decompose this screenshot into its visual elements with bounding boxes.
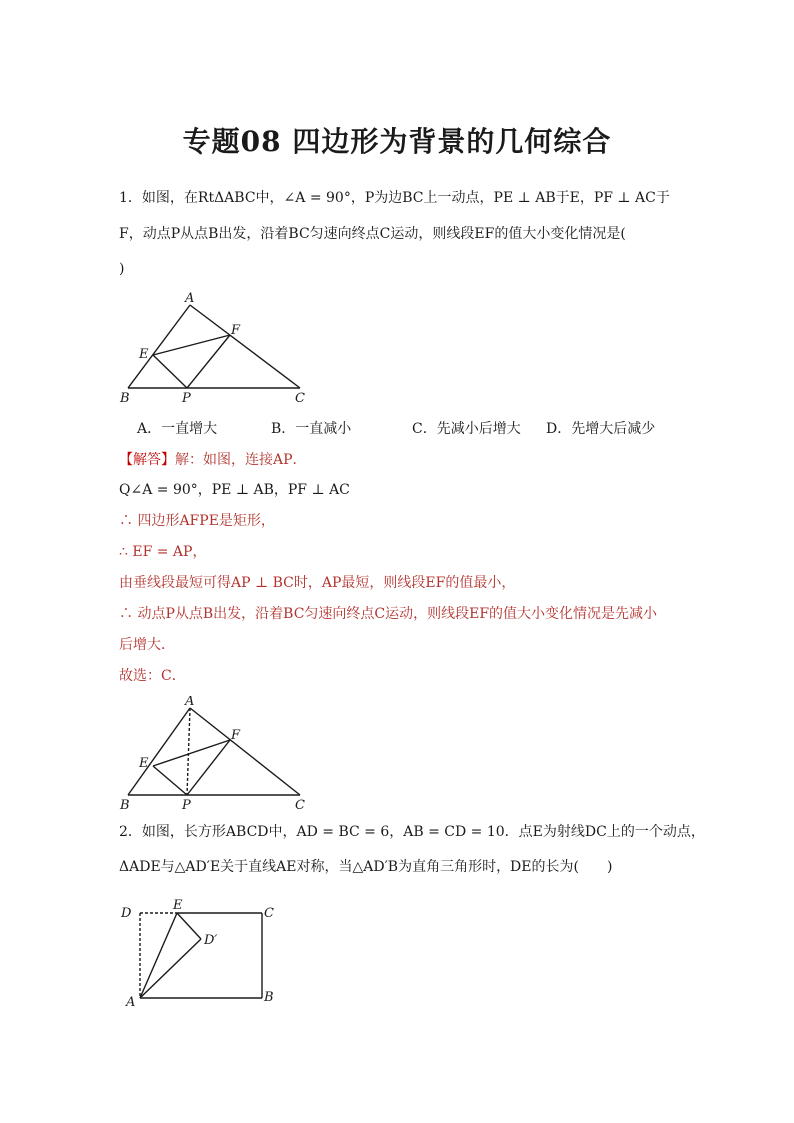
q1-step-4: 由垂线段最短可得AP ⊥ BC时，AP最短，则线段EF的值最小，	[119, 575, 516, 591]
q1-step-3: ∴ EF = AP，	[119, 544, 207, 560]
q2-label-D: D	[121, 906, 132, 921]
q1-text-line2: F，动点P从点B出发，沿着BC匀速向终点C运动，则线段EF的值大小变化情况是(	[119, 226, 626, 242]
q1-edge-AC	[190, 305, 300, 388]
q1-seg-PE	[153, 355, 187, 388]
q1-step-6: 后增大．	[119, 637, 175, 653]
q1s-label-F: F	[231, 728, 241, 743]
q1-option-d: D．先增大后减少	[546, 421, 656, 437]
q1-label-C: C	[295, 391, 305, 406]
q1-label-E: E	[139, 347, 149, 362]
q1s-seg-PF	[187, 740, 230, 795]
q1-step-2: ∴ 四边形AFPE是矩形，	[119, 513, 275, 529]
q1-label-A: A	[185, 291, 195, 306]
q1s-label-A: A	[185, 696, 195, 709]
q1-step-7: 故选：C．	[119, 668, 186, 684]
page-title: 专题08 四边形为背景的几何综合	[182, 125, 612, 158]
q1-label-F: F	[231, 323, 241, 338]
q1s-label-C: C	[295, 798, 305, 813]
q1-solution-figure	[115, 696, 315, 814]
q1s-edge-AC	[190, 708, 300, 795]
q1-seg-PF	[187, 335, 230, 388]
q2-text-line2: ΔADE与△AD′E关于直线AE对称，当△AD′B为直角三角形时，DE的长为( )	[119, 859, 613, 875]
q1s-label-P: P	[182, 798, 191, 813]
q1s-edge-AB	[128, 708, 190, 795]
q1s-seg-PE	[153, 766, 187, 795]
q1-label-B: B	[120, 391, 130, 406]
solution-intro: 解：如图，连接AP．	[175, 452, 307, 468]
q1-text-line3: )	[119, 261, 125, 277]
q1-solution-header	[119, 450, 699, 470]
q1-label-P: P	[182, 391, 191, 406]
q2-seg-AE	[140, 913, 177, 998]
q2-label-D-prime: D′	[204, 933, 218, 948]
q1-option-c: C．先减小后增大	[412, 421, 521, 437]
q2-label-B: B	[264, 990, 274, 1005]
q1-option-b: B．一直减小	[271, 421, 352, 437]
q2-label-E: E	[173, 898, 183, 913]
q2-label-A: A	[126, 995, 136, 1010]
q1s-label-E: E	[139, 756, 149, 771]
q2-seg-AD2	[140, 939, 201, 998]
solution-tag: 【解答】	[119, 452, 175, 468]
q1-step-1: Q∠A = 90°，PE ⊥ AB，PF ⊥ AC	[119, 482, 350, 498]
q2-figure	[115, 893, 285, 1011]
q2-label-C: C	[264, 906, 274, 921]
q1s-label-B: B	[120, 798, 130, 813]
q1-option-a: A．一直增大	[137, 421, 218, 437]
q1-figure	[115, 290, 315, 408]
q2-seg-ED2	[177, 913, 201, 939]
q1-step-5: ∴ 动点P从点B出发，沿着BC匀速向终点C运动，则线段EF的值大小变化情况是先减小	[119, 606, 658, 622]
q2-text-line1: 2．如图，长方形ABCD中，AD = BC = 6，AB = CD = 10．点E为射线DC上的一个动点，	[119, 824, 705, 840]
q1s-seg-AP	[187, 708, 190, 795]
q1-text-line1: 1．如图，在RtΔABC中，∠A = 90°，P为边BC上一动点，PE ⊥ AB于E，PF ⊥ AC于	[119, 190, 670, 206]
q1-edge-AB	[128, 305, 190, 388]
